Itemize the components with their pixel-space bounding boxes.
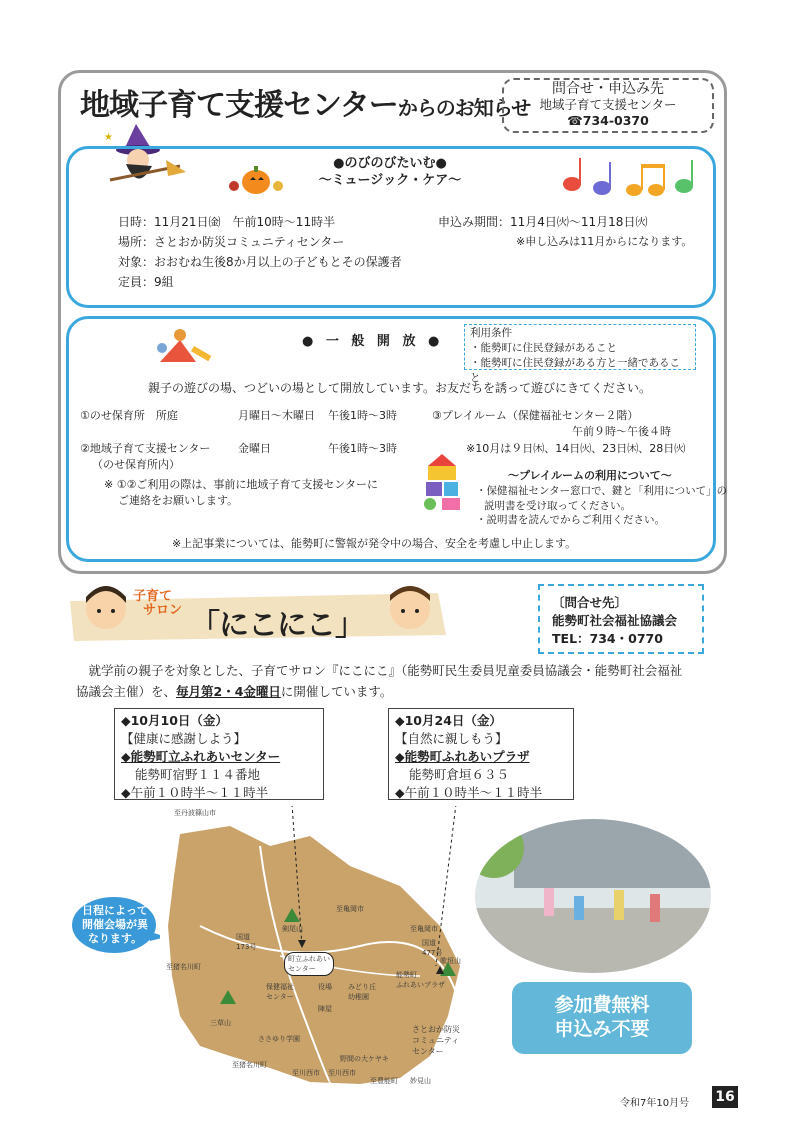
open-intro: 親子の遊びの場、つどいの場として開放しています。お友だちを誘って遊びにきてください。: [148, 381, 652, 395]
event-2-venue: ◆能勢町ふれあいプラザ: [395, 749, 530, 764]
intro-2a: 協議会主催）を、: [76, 684, 177, 699]
map-label-tsurugio: 剣尾山: [282, 925, 303, 933]
open-title: ● 一 般 開 放 ●: [302, 334, 444, 349]
map-label-yakuba: 役場: [318, 983, 332, 991]
nikoniko-intro: [76, 660, 716, 702]
event-2-theme: 【自然に親しもう】: [395, 731, 508, 746]
banner-small-text: [133, 590, 182, 618]
intro-schedule: 毎月第2・4金曜日: [176, 684, 281, 699]
row3-time: 午前９時～午後４時: [572, 425, 671, 438]
svg-text:★: ★: [104, 132, 113, 143]
nikoniko-contact-label: 〔問合せ先〕: [552, 595, 628, 610]
playroom-notes: [476, 484, 727, 528]
area-map: [160, 806, 482, 1090]
playroom-note-2: ・説明書を読んでからご利用ください。: [476, 514, 665, 526]
map-label-mikusa: 三草山: [210, 1019, 231, 1027]
salon-photo: [474, 818, 712, 974]
event-2-address: 能勢町倉垣６３５: [409, 767, 510, 782]
title-main: 地域子育て支援センター: [80, 88, 398, 123]
nobi-target: 対象：おおむね生後8か月以上の子どもとその保護者: [118, 255, 402, 269]
intro-line-2: [76, 681, 716, 702]
map-label-kameoka-2: 至亀岡市: [410, 925, 438, 933]
event-2-box: [388, 708, 574, 800]
row3-place: ③プレイルーム（保健福祉センター２階）: [432, 409, 639, 422]
map-label-jinya: 陣屋: [318, 1005, 332, 1013]
condition-2: ・能勢町に住民登録がある方と一緒であること: [470, 357, 680, 384]
note-contact-2: ご連絡をお願いします。: [118, 494, 239, 507]
map-label-tanba: 至丹波篠山市: [174, 809, 216, 817]
nobi-title-block: [260, 155, 520, 189]
nikoniko-contact-tel: TEL：734・0770: [552, 631, 663, 646]
event-1-date: ◆10月10日（金）: [121, 713, 228, 728]
event-1-box: [114, 708, 324, 800]
contact-label: 問合せ・申込み先: [552, 81, 664, 97]
conditions-box: [464, 324, 696, 384]
nobi-details: [118, 212, 402, 292]
warning-note: ※上記事業については、能勢町に警報が発令中の場合、安全を考慮し中止します。: [172, 537, 577, 550]
issue-date: 令和7年10月号: [620, 1098, 690, 1109]
map-label-myoken: 妙見山: [410, 1077, 431, 1085]
map-label-keyaki: 野間の大ケヤキ: [340, 1055, 389, 1063]
banner-small-2: サロン: [143, 603, 183, 618]
map-label-inagawa: 至猪名川町: [166, 963, 201, 971]
event-1-theme: 【健康に感謝しよう】: [121, 731, 247, 746]
map-label-utagaki: 歌垣山: [440, 957, 461, 965]
fee-line-2: 申込み不要: [554, 1018, 650, 1040]
playroom-title: ～プレイルームの利用について～: [508, 469, 672, 482]
map-label-hall: 町立ふれあい センター: [284, 952, 334, 976]
nobi-title: ●のびのびたいむ●: [333, 156, 447, 171]
fee-badge: [512, 982, 692, 1054]
playground-illustration: [150, 326, 220, 366]
nobi-date: 日時：11月21日㈮ 午前10時～11時半: [118, 215, 336, 229]
event-1-time: ◆午前１０時半～１１時半: [121, 785, 269, 800]
row1-place: ①のせ保育所 所庭: [80, 409, 178, 422]
banner-name: 「にこにこ」: [190, 608, 364, 643]
map-label-plaza: 能勢町 ふれあいプラザ: [396, 971, 445, 989]
map-label-toyono: 至豊能町: [370, 1077, 398, 1085]
banner-small-1: 子育て: [133, 589, 173, 604]
playroom-note-1b: 説明書を受け取ってください。: [484, 499, 631, 512]
event-2-date: ◆10月24日（金）: [395, 713, 502, 728]
row2-place-sub: （のせ保育所内）: [92, 458, 180, 471]
contact-tel: ☎734-0370: [567, 113, 649, 128]
event-1-address: 能勢町宿野１１４番地: [135, 767, 261, 782]
event-1-venue: ◆能勢町立ふれあいセンター: [121, 749, 281, 764]
map-label-sato: さとおか防災 コミュニティ センター: [412, 1025, 460, 1056]
map-label-kawanishi-2: 至川西市: [328, 1069, 356, 1077]
row2-days: 金曜日: [238, 442, 271, 455]
intro-line-1: 就学前の親子を対象とした、子育てサロン『にこにこ』（能勢町民生委員児童委員協議会・能勢町社会福祉: [76, 663, 683, 678]
venue-note-text: 日程によって開催会場が異なります。: [82, 904, 148, 945]
nikoniko-contact: [538, 584, 704, 654]
note-contact: ※ ①②ご利用の際は、事前に地域子育て支援センターに: [104, 478, 378, 491]
nobi-apply-period: 申込み期間：11月4日㈫～11月18日㈫: [438, 215, 648, 229]
title-suffix: からのお知らせ: [397, 96, 531, 120]
event-2-time: ◆午前１０時半～１１時半: [395, 785, 543, 800]
fee-line-1: 参加費無料: [554, 994, 650, 1016]
map-label-route173: 国道 173号: [236, 933, 257, 951]
map-label-sasayuri: ささゆり学園: [258, 1035, 300, 1043]
playroom-note-1: ・保健福祉センター窓口で、鍵と「利用について」の: [476, 485, 728, 497]
map-label-hoken: 保健福祉 センター: [266, 983, 294, 1001]
nobi-apply-note: ※申し込みは11月からになります。: [516, 235, 693, 248]
row2-place: ②地域子育て支援センター: [80, 442, 211, 455]
contact-box: [502, 78, 714, 133]
map-label-midori: みどり丘 幼稚園: [348, 983, 376, 1001]
contact-name: 地域子育て支援センター: [539, 97, 677, 112]
map-label-route477: 国道 477号: [422, 939, 443, 957]
nikoniko-contact-name: 能勢町社会福祉協議会: [552, 613, 678, 628]
nobi-capacity: 定員：9組: [118, 275, 174, 289]
intro-2b: に開催しています。: [280, 684, 393, 699]
page-number: 16: [712, 1086, 738, 1108]
condition-1: ・能勢町に住民登録があること: [470, 342, 617, 354]
conditions-title: 利用条件: [470, 327, 512, 339]
map-label-inagawa-2: 至猪名川町: [232, 1061, 267, 1069]
row1-days: 月曜日～木曜日: [238, 409, 315, 422]
map-label-kameoka-1: 至亀岡市: [336, 905, 364, 913]
blocks-illustration: [414, 452, 470, 514]
page-title: [80, 80, 530, 124]
map-label-kawanishi-1: 至川西市: [292, 1069, 320, 1077]
row1-time: 午後1時～3時: [328, 409, 397, 422]
nobi-place: 場所：さとおか防災コミュニティセンター: [118, 235, 345, 249]
row3-dates: ※10月は９日㈭、14日㈫、23日㈭、28日㈫: [466, 442, 686, 455]
nobi-subtitle: ～ミュージック・ケア～: [318, 173, 462, 188]
row2-time: 午後1時～3時: [328, 442, 397, 455]
